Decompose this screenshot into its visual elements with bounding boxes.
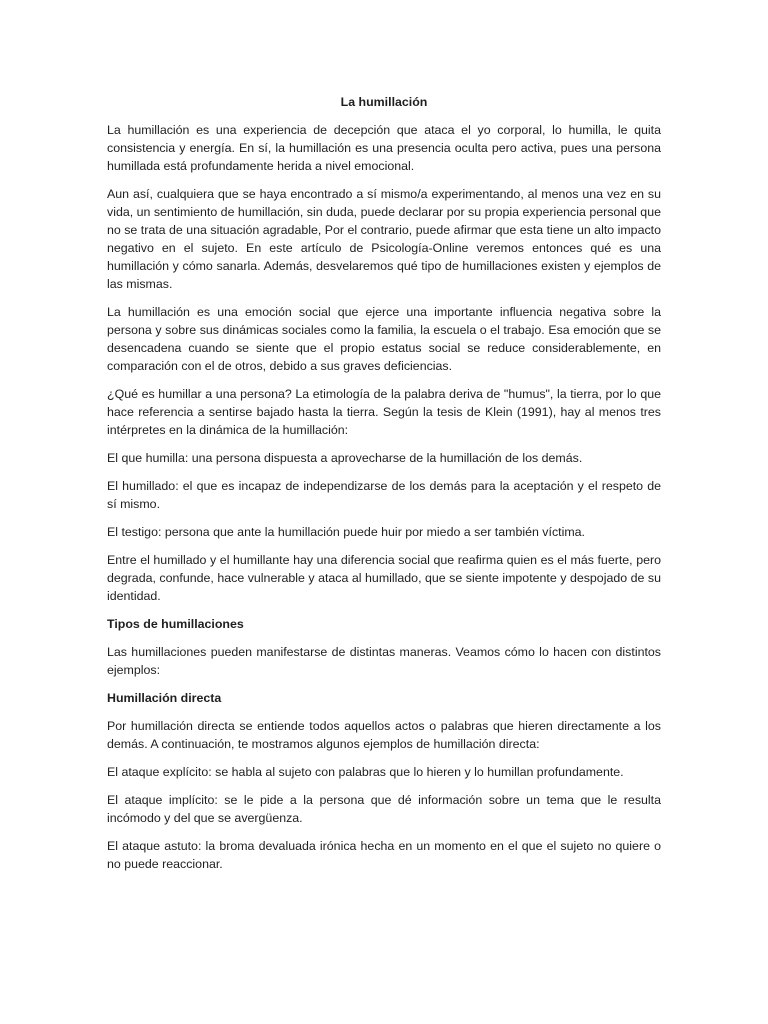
paragraph: El ataque explícito: se habla al sujeto con palabras que lo hieren y lo humillan profundamente. [107,765,624,779]
document-body [107,121,661,873]
paragraph: Las humillaciones pueden manifestarse de distintas maneras. Veamos cómo lo hacen con distintos ejemplos: [107,645,661,677]
paragraph: El que humilla: una persona dispuesta a aprovecharse de la humillación de los demás. [107,451,583,465]
paragraph: La humillación es una emoción social que ejerce una importante influencia negativa sobre la persona y sobre sus dinámicas sociales como la familia, la escuela o el trabajo. Esa emoción que se desencadena cuando se siente que el propio estatus social se reduce considerablemente, en comparación con el de otros, debido a sus graves deficiencias. [107,305,661,373]
paragraph: Entre el humillado y el humillante hay una diferencia social que reafirma quien es el más fuerte, pero degrada, confunde, hace vulnerable y ataca al humillado, que se siente impotente y despojado de su identidad. [107,553,661,603]
document-title: La humillación [340,95,428,109]
paragraph: Aun así, cualquiera que se haya encontrado a sí mismo/a experimentando, al menos una vez en su vida, un sentimiento de humillación, sin duda, puede declarar por su propia experiencia personal que no se trata de una situación agradable, Por el contrario, puede afirmar que esta tiene un alto impacto negativo en el sujeto. En este artículo de Psicología-Online veremos entonces qué es una humillación y cómo sanarla. Además, desvelaremos qué tipo de humillaciones existen y ejemplos de las mismas. [107,187,661,291]
paragraph: El humillado: el que es incapaz de independizarse de los demás para la aceptación y el respeto de sí mismo. [107,479,661,511]
paragraph: El ataque astuto: la broma devaluada irónica hecha en un momento en el que el sujeto no quiere o no puede reaccionar. [107,839,661,871]
paragraph: Por humillación directa se entiende todos aquellos actos o palabras que hieren directamente a los demás. A continuación, te mostramos algunos ejemplos de humillación directa: [107,719,661,751]
paragraph: El testigo: persona que ante la humillación puede huir por miedo a ser también víctima. [107,525,585,539]
paragraph: ¿Qué es humillar a una persona? La etimología de la palabra deriva de "humus", la tierra, por lo que hace referencia a sentirse bajado hasta la tierra. Según la tesis de Klein (1991), hay al menos tres intérpretes en la dinámica de la humillación: [107,387,661,437]
paragraph: La humillación es una experiencia de decepción que ataca el yo corporal, lo humilla, le quita consistencia y energía. En sí, la humillación es una presencia oculta pero activa, pues una persona humillada está profundamente herida a nivel emocional. [107,123,661,173]
paragraph: El ataque implícito: se le pide a la persona que dé información sobre un tema que le resulta incómodo y del que se avergüenza. [107,793,661,825]
section-heading: Tipos de humillaciones [107,617,244,631]
section-heading: Humillación directa [107,691,222,705]
